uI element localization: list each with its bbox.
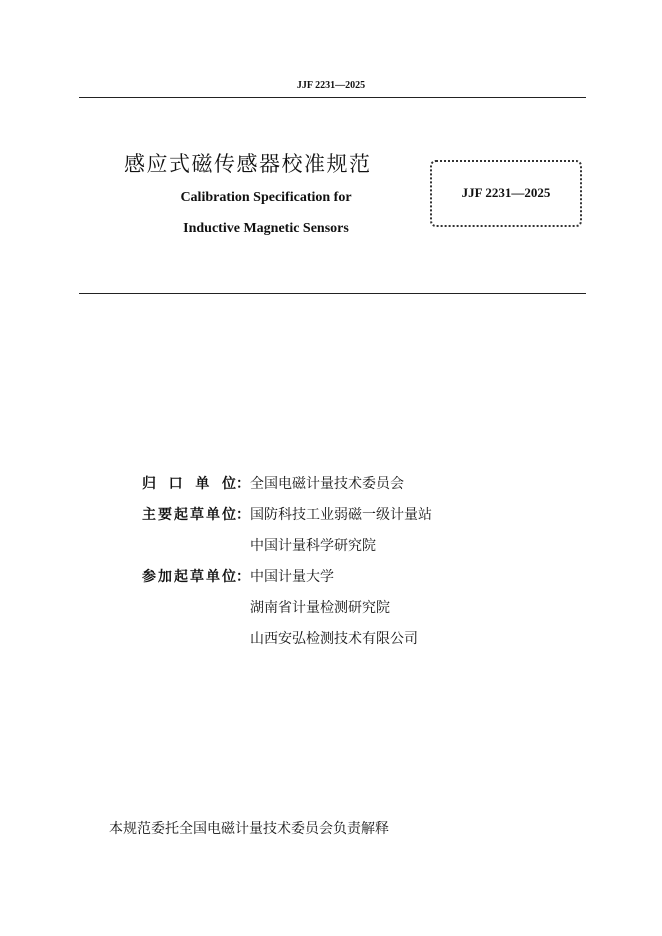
running-header: JJF 2231—2025	[296, 80, 366, 91]
org-label-char: 起	[174, 507, 188, 523]
org-label-char: 位	[222, 569, 236, 585]
org-value: 中国计量大学	[250, 569, 334, 585]
org-label-text	[142, 473, 236, 493]
org-value: 山西安弘检测技术有限公司	[250, 631, 418, 647]
standard-code: JJF 2231—2025	[461, 185, 551, 200]
title-english-line1: Calibration Specification for	[180, 190, 352, 205]
org-label-colon: ：	[236, 476, 250, 492]
org-label-char: 位	[222, 507, 236, 523]
org-label-char: 位	[221, 476, 236, 492]
org-label-char: 单	[195, 476, 210, 492]
org-label-char: 加	[158, 569, 172, 585]
interpretation-note: 本规范委托全国电磁计量技术委员会负责解释	[109, 821, 389, 837]
org-label-main-drafting	[142, 504, 248, 524]
org-label-colon: ：	[236, 569, 250, 585]
org-label-char: 单	[206, 507, 220, 523]
org-label-char: 要	[158, 507, 172, 523]
org-label-centralized	[142, 473, 248, 493]
org-value: 中国计量科学研究院	[250, 538, 376, 554]
org-value: 全国电磁计量技术委员会	[250, 476, 404, 492]
org-label-char: 起	[174, 569, 188, 585]
org-label-participating	[142, 566, 248, 586]
org-label-text	[142, 504, 236, 524]
standard-code-box	[430, 160, 582, 227]
org-label-char: 草	[190, 507, 204, 523]
org-value: 湖南省计量检测研究院	[250, 600, 390, 616]
title-english-line2: Inductive Magnetic Sensors	[183, 221, 349, 236]
org-label-char: 草	[190, 569, 204, 585]
org-label-char: 口	[168, 476, 183, 492]
org-value: 国防科技工业弱磁一级计量站	[250, 507, 432, 523]
title-rule	[79, 293, 586, 294]
org-label-char: 参	[142, 569, 156, 585]
org-label-char: 主	[142, 507, 156, 523]
org-label-char: 单	[206, 569, 220, 585]
org-label-char: 归	[142, 476, 156, 492]
header-rule	[79, 97, 586, 98]
title-chinese: 感应式磁传感器校准规范	[124, 152, 372, 176]
org-label-text	[142, 566, 236, 586]
org-label-colon: ：	[236, 507, 250, 523]
